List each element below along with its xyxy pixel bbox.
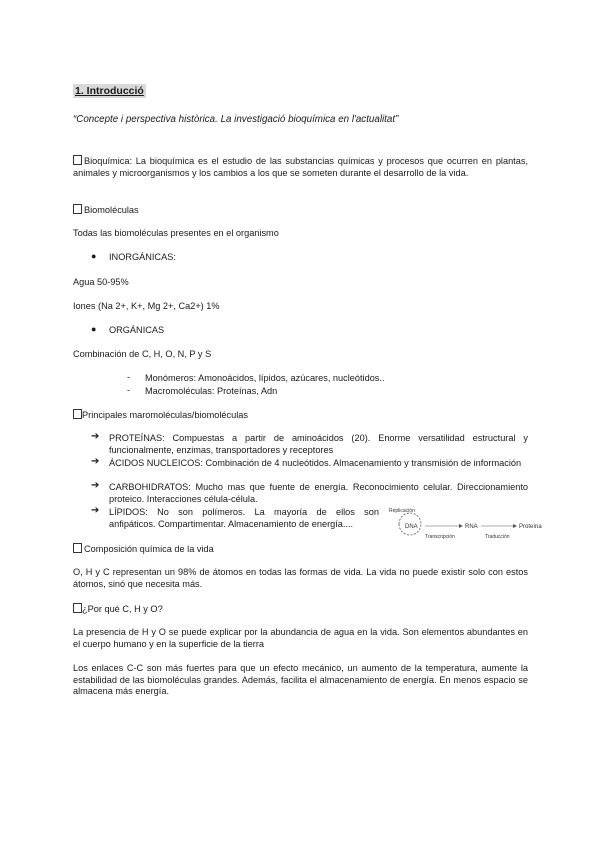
- porque-title: ¿Por qué C, H y O?: [82, 604, 163, 614]
- iones-text: Iones (Na 2+, K+, Mg 2+, Ca2+) 1%: [73, 301, 220, 311]
- central-dogma-diagram: [385, 504, 545, 544]
- lipidos-line-2: anfipáticos. Compartimentar. Almacenamiento de energía....: [109, 518, 354, 529]
- bioquimica-text: Bioquímica: La bioquímica es el estudio de las substancias químicas y procesos que ocurren en plantas, animales y microorganismos y los cambios a los que se someten durante el desarrollo de la vida.: [73, 156, 528, 178]
- biomoleculas-intro: Todas las biomoléculas presentes en el organismo: [73, 228, 279, 238]
- arrow-right-icon: ➔: [91, 480, 100, 491]
- diagram-dna-label: DNA: [405, 524, 418, 530]
- principales-heading: [73, 409, 248, 422]
- composicion-title: Composición química de la vida: [84, 544, 214, 554]
- biomoleculas-heading: [73, 204, 139, 217]
- bullet-icon: ●: [91, 251, 97, 261]
- composicion-heading: [73, 543, 214, 556]
- arrow-right-icon: ➔: [91, 456, 100, 467]
- porque-heading: [73, 603, 163, 616]
- principales-title: Principales maromoléculas/biomoléculas: [82, 410, 248, 420]
- composicion-paragraph: O, H y C representan un 98% de átomos en todas las formas de vida. La vida no puede existir solo con estos átomos, sinó que necesita más.: [73, 567, 528, 589]
- lipidos-text: [109, 507, 379, 530]
- arrow-right-icon: ➔: [91, 431, 100, 442]
- checkbox-icon: [73, 603, 82, 613]
- carbohidratos-text: CARBOHIDRATOS: Mucho mas que fuente de energía. Reconocimiento celular. Direccionamiento proteico. Interacciones célula-célula.: [109, 482, 528, 504]
- proteinas-text: PROTEÍNAS: Compuestas a partir de aminoácidos (20). Enorme versatilidad estructural y funcionalmente, enzimas, transportadores y receptores: [109, 433, 528, 455]
- combinacion-text: Combinación de C, H, O, N, P y S: [73, 349, 212, 359]
- macromoleculas-text: Macromoléculas: Proteínas, Adn: [145, 386, 278, 396]
- agua-text: Agua 50-95%: [73, 277, 129, 287]
- dash-icon: -: [127, 372, 130, 382]
- arrow-head-icon: [459, 524, 463, 528]
- biomoleculas-title: Biomoléculas: [84, 205, 139, 215]
- monomeros-text: Monómeros: Amonoácidos, lípidos, azúcares, nucleótidos..: [145, 373, 385, 383]
- diagram-traduccion-label: Traducción: [485, 534, 510, 540]
- arrow-head-icon: [513, 524, 517, 528]
- presencia-paragraph: La presencia de H y O se puede explicar por la abundancia de agua en la vida. Son elementos abundantes en el cuerpo humano y en la superficie de la tierra: [73, 627, 528, 649]
- diagram-transcripcion-label: Transcripción: [425, 534, 455, 540]
- acidos-text: ÁCIDOS NUCLEICOS: Combinación de 4 nucleótidos. Almacenamiento y transmisión de información: [109, 458, 522, 468]
- bioquimica-paragraph: [73, 155, 528, 179]
- section-heading: 1. Introducció: [75, 85, 144, 97]
- diagram-rna-label: RNA: [465, 524, 478, 530]
- checkbox-icon: [73, 543, 82, 553]
- lipidos-line-1: LÍPIDOS: No son polímeros. La mayoría de ellos son: [109, 507, 379, 517]
- diagram-proteina-label: Proteína: [519, 524, 542, 530]
- checkbox-icon: [73, 155, 82, 165]
- bullet-icon: ●: [91, 324, 97, 334]
- enlaces-paragraph: Los enlaces C-C son más fuertes para que un efecto mecánico, un aumento de la temperatura, aumente la estabilidad de las biomoléculas grandes. Además, facilita el almacenamiento de energía. En menos espacio se almacena más energía.: [73, 663, 528, 697]
- diagram-replicacion-label: Replicación: [389, 508, 415, 514]
- dash-icon: -: [127, 385, 130, 395]
- checkbox-icon: [73, 409, 82, 419]
- arrow-right-icon: ➔: [91, 505, 100, 516]
- subtitle: “Concepte i perspectiva històrica. La investigació bioquímica en l'actualitat”: [73, 114, 399, 125]
- organicas-label: ORGÁNICAS: [109, 325, 165, 335]
- inorganicas-label: INORGÁNICAS:: [109, 252, 176, 262]
- checkbox-icon: [73, 204, 82, 214]
